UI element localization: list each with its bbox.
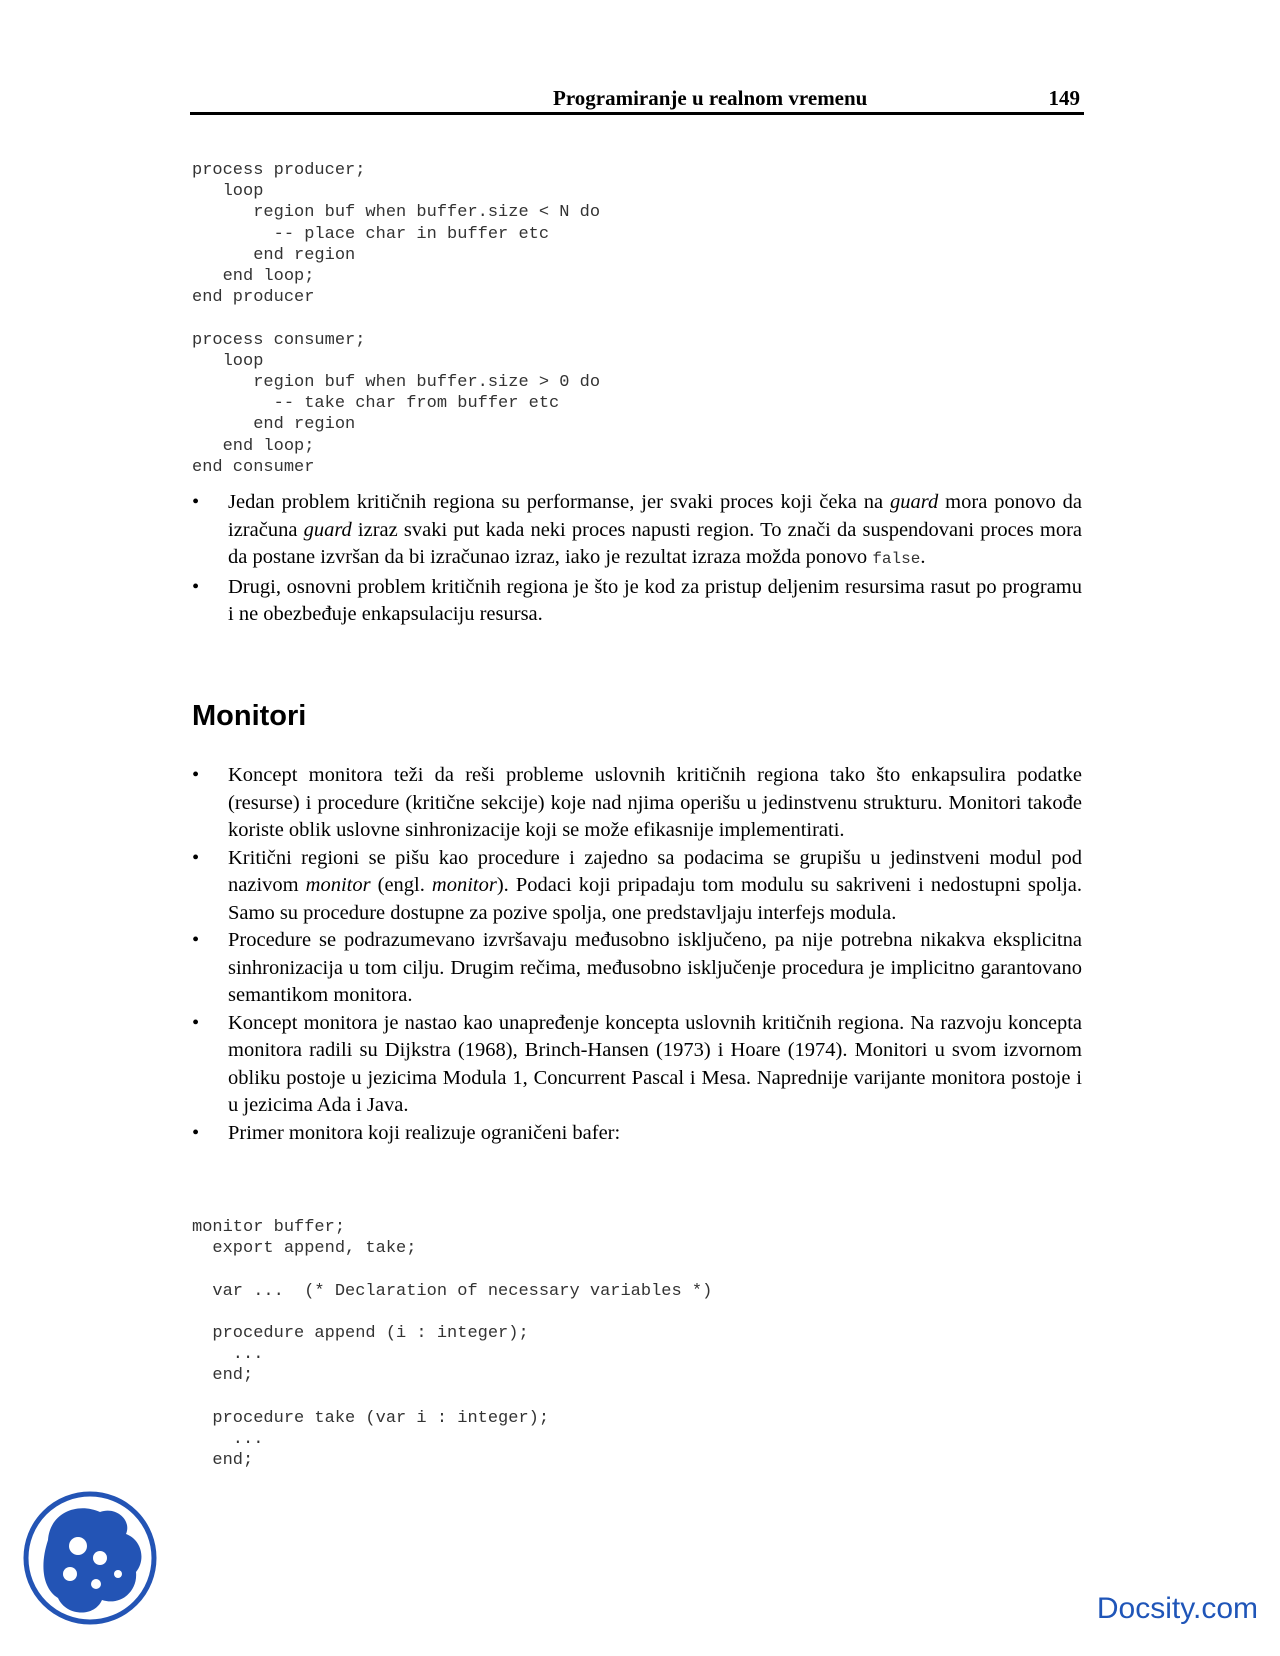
section-heading: Monitori <box>192 700 307 732</box>
docsity-link[interactable]: Docsity.com <box>1096 1592 1258 1625</box>
docsity-logo-icon[interactable] <box>20 1488 160 1628</box>
list-item <box>192 1120 1082 1148</box>
list-item-text: Kritični regioni se pišu kao procedure i zajedno sa podacima se grupišu u jedinstveni modul pod nazivom <box>228 846 1082 896</box>
inline-code: false <box>872 550 921 568</box>
code-block-producer-consumer: process producer; loop region buf when buffer.size < N do -- place char in buffer etc end region end loop; end producer process consumer; loop region buf when buffer.size > 0 do -- take char from buffer etc end region end loop; end consumer <box>192 161 601 477</box>
list-item-text: . <box>920 546 926 568</box>
list-item-text: Drugi, osnovni problem kritičnih regiona je što je kod za pristup deljenim resursima rasut po programu i ne obezbeđuje enkapsulaciju resursa. <box>228 575 1082 625</box>
list-item-text: Koncept monitora je nastao kao unapređenje koncepta uslovnih kritičnih regiona. Na razvoju koncepta monitora radili su Dijkstra (1968), Brinch-Hansen (1973) i Hoare (1974). Monitori u svom izvornom obliku postoje u jezicima Modula 1, Concurrent Pascal i Mesa. Naprednije varijante monitora postoje i u jezicima Ada i Java. <box>228 1011 1082 1116</box>
list-item <box>192 1010 1082 1120</box>
header-title: Programiranje u realnom vremenu <box>553 86 868 110</box>
bullet-icon: • <box>192 929 200 951</box>
list-item-text: mora ponovo da izračuna <box>228 491 1082 541</box>
code-block-monitor-buffer: monitor buffer; export append, take; var ... (* Declaration of necessary variables *) procedure append (i : integer); ... end; procedure take (var i : integer); ... end; <box>192 1218 713 1471</box>
list-item <box>192 574 1082 629</box>
page-number: 149 <box>1048 86 1080 110</box>
list-item-italic: guard <box>303 518 352 541</box>
bullet-icon: • <box>192 575 200 598</box>
list-item <box>192 845 1082 928</box>
bullet-icon: • <box>192 764 200 786</box>
list-item <box>192 762 1082 845</box>
bullet-icon: • <box>192 1011 200 1034</box>
list-item <box>192 927 1082 1010</box>
list-item-italic: monitor <box>305 874 371 896</box>
bullet-icon: • <box>192 1121 200 1144</box>
bullet-list-monitors <box>192 762 1082 1147</box>
list-item-text: Primer monitora koji realizuje ograničeni bafer: <box>228 1121 621 1144</box>
list-item-text: izraz svaki put kada neki proces napusti region. To znači da suspendovani proces mora da postane izvršan da bi izračunao izraz, iako je rezultat izraza možda ponovo <box>228 518 1082 568</box>
docsity-logo-svg <box>20 1488 160 1628</box>
bullet-list-critical-regions <box>192 489 1082 629</box>
list-item-italic: guard <box>890 491 939 513</box>
bullet-icon: • <box>192 491 200 513</box>
list-item-text: Koncept monitora teži da reši probleme uslovnih kritičnih regiona tako što enkapsulira podatke (resurse) i procedure (kritične sekcije) koje nad njima operišu u jedinstvenu strukturu. Monitori takođe koriste oblik uslovne sinhronizacije koji se može efikasnije implementirati. <box>228 764 1082 841</box>
list-item <box>192 489 1082 574</box>
list-item-text: ). Podaci koji pripadaju tom modulu su sakriveni i nedostupni spolja. Samo su procedure dostupne za pozive spolja, one predstavljaju interfejs modula. <box>228 874 1083 924</box>
list-item-italic: monitor <box>431 874 497 896</box>
list-item-text: (engl. <box>370 874 432 896</box>
running-header <box>190 84 1084 115</box>
list-item-text: Jedan problem kritičnih regiona su performanse, jer svaki proces koji čeka na <box>228 491 891 513</box>
bullet-icon: • <box>192 846 200 869</box>
list-item-text: Procedure se podrazumevano izvršavaju međusobno isključeno, pa nije potrebna nikakva eksplicitna sinhronizacija u tom cilju. Drugim rečima, međusobno isključenje procedura je implicitno garantovano semantikom monitora. <box>228 929 1082 1006</box>
